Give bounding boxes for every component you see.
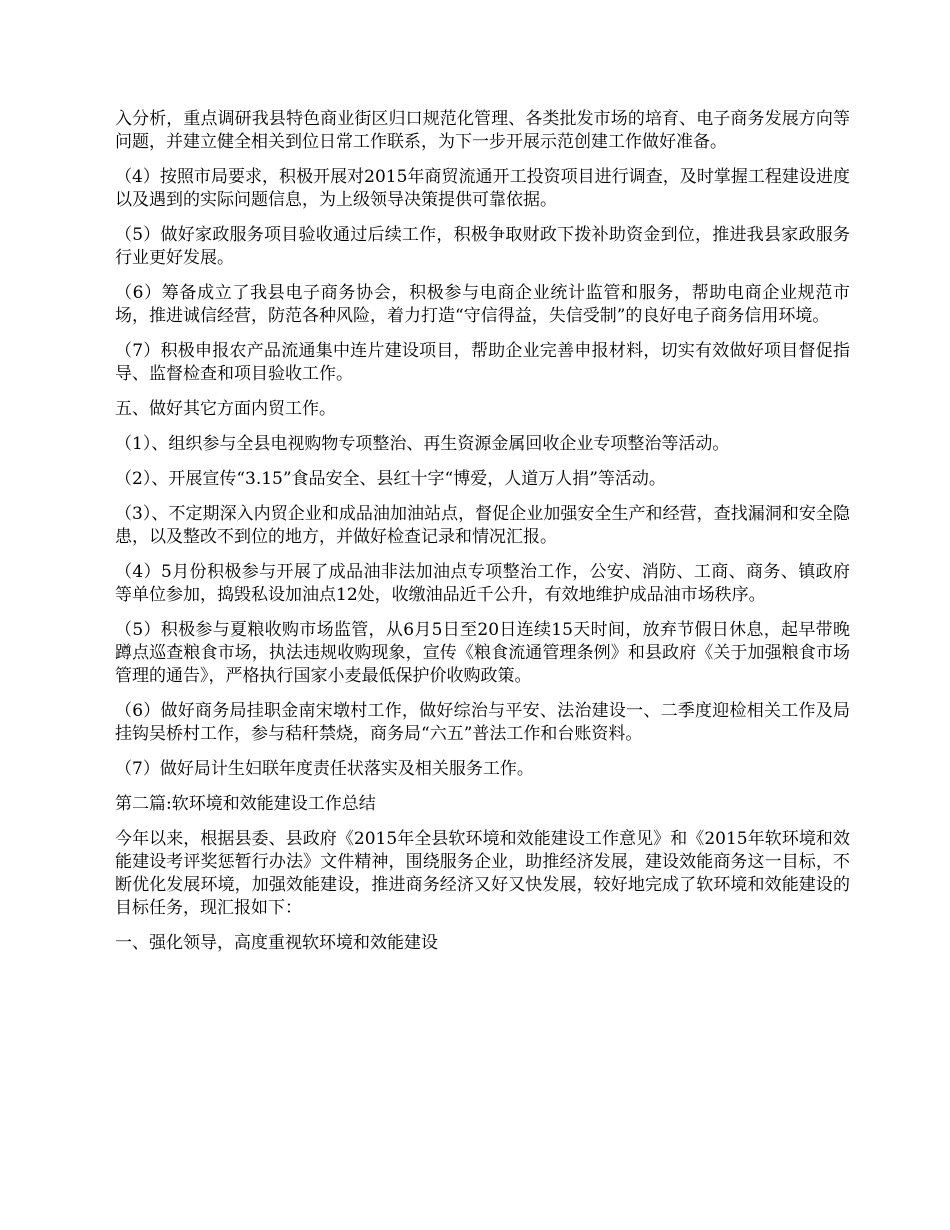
paragraph-second-intro: 今年以来，根据县委、县政府《2015年全县软环境和效能建设工作意见》和《2015年软环境和效能建设考评奖惩暂行办法》文件精神，围绕服务企业，助推经济发展，建设效能商务这一目标，不断优化发展环境，加强效能建设，推进商务经济又好又快发展，较好地完成了软环境和效能建设的目标任务，现汇报如下：: [115, 829, 850, 918]
paragraph-item-5-housekeeping: （5）做好家政服务项目验收通过后续工作，积极争取财政下拨补助资金到位，推进我县家政服务行业更好发展。: [115, 225, 850, 268]
section-heading-strengthen-leadership: 一、强化领导，高度重视软环境和效能建设: [115, 933, 438, 953]
document-page: [115, 108, 850, 967]
paragraph-subitem-5-grain-supervision: （5）积极参与夏粮收购市场监管，从6月5日至20日连续15天时间，放弃节假日休息，起早带晚蹲点巡查粮食市场，执法违规收购现象，宣传《粮食流通管理条例》和县政府《关于加强粮食市场管理的通告》，严格执行国家小麦最低保护价收购政策。: [115, 620, 850, 686]
paragraph-subitem-6-village-work: （6）做好商务局挂职金南宋墩村工作，做好综治与平安、法治建设一、二季度迎检相关工作及局挂钩吴桥村工作，参与秸秆禁烧，商务局“六五”普法工作和台账资料。: [115, 701, 850, 744]
paragraph-item-6-ecommerce-association: （6）筹备成立了我县电子商务协会，积极参与电商企业统计监管和服务，帮助电商企业规范市场，推进诚信经营，防范各种风险，着力打造“守信得益，失信受制”的良好电子商务信用环境。: [115, 283, 850, 326]
chapter-title-second: 第二篇:软环境和效能建设工作总结: [115, 794, 376, 814]
paragraph-subitem-1-tv-shopping: （1）、组织参与全县电视购物专项整治、再生资源金属回收企业专项整治等活动。: [115, 434, 730, 454]
paragraph-subitem-2-publicity: （2）、开展宣传“3.15”食品安全、县红十字“博爱，人道万人捐”等活动。: [115, 469, 666, 489]
paragraph-subitem-3-safety-inspection: （3）、不定期深入内贸企业和成品油加油站点，督促企业加强安全生产和经营，查找漏洞和安全隐患，以及整改不到位的地方，并做好检查记录和情况汇报。: [115, 504, 850, 547]
paragraph-item-7-agricultural-circulation: （7）积极申报农产品流通集中连片建设项目，帮助企业完善申报材料，切实有效做好项目督促指导、监督检查和项目验收工作。: [115, 341, 850, 384]
paragraph-item-4-investment-survey: （4）按照市局要求，积极开展对2015年商贸流通开工投资项目进行调查，及时掌握工程建设进度以及遇到的实际问题信息，为上级领导决策提供可靠依据。: [115, 167, 850, 210]
paragraph-subitem-7-family-planning: （7）做好局计生妇联年度责任状落实及相关服务工作。: [115, 759, 534, 779]
paragraph-subitem-4-fuel-rectification: （4）5月份积极参与开展了成品油非法加油点专项整治工作，公安、消防、工商、商务、镇政府等单位参加，捣毁私设加油点12处，收缴油品近千公升，有效地维护成品油市场秩序。: [115, 562, 850, 605]
section-heading-other-domestic-trade: 五、做好其它方面内贸工作。: [115, 399, 336, 419]
paragraph-intro-continuation: 入分析，重点调研我县特色商业街区归口规范化管理、各类批发市场的培育、电子商务发展方向等问题，并建立健全相关到位日常工作联系，为下一步开展示范创建工作做好准备。: [115, 109, 850, 152]
